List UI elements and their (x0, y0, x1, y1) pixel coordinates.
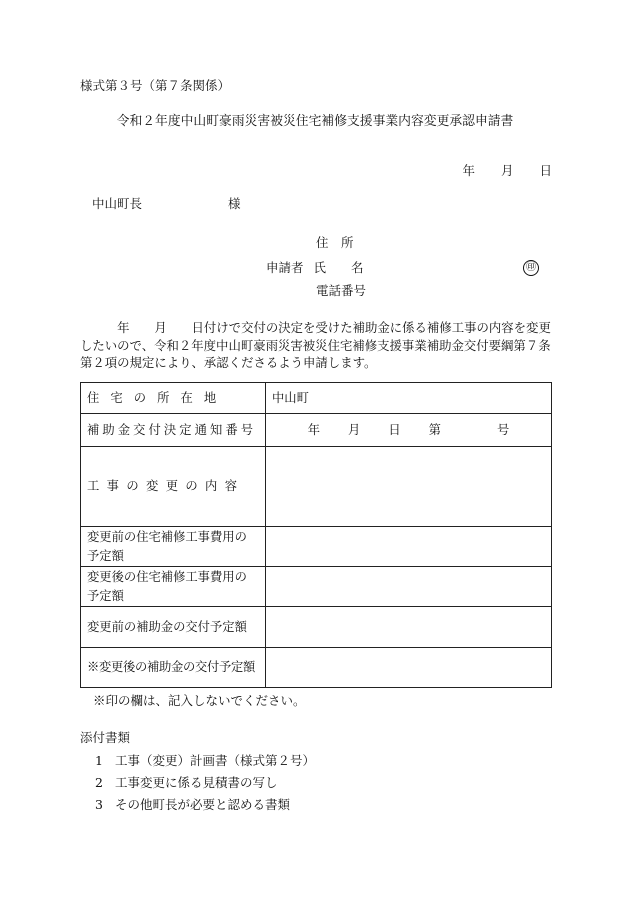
table-row (81, 567, 552, 607)
label-subsidy-after: ※変更後の補助金の交付予定額 (81, 648, 266, 688)
attachment-item: 2 工事変更に係る見積書の写し (95, 775, 278, 790)
notice-year-label: 年 (307, 422, 321, 437)
applicant-name-row (266, 262, 364, 275)
value-property-location[interactable]: 中山町 (266, 383, 552, 414)
label-cost-before: 変更前の住宅補修工事費用の 予定額 (81, 527, 266, 567)
notice-day-label: 日 (388, 422, 401, 437)
label-subsidy-before: 変更前の補助金の交付予定額 (81, 607, 266, 648)
table-row (81, 414, 552, 447)
date-month-label: 月 (500, 163, 514, 178)
table-row (81, 607, 552, 648)
notice-dai-label: 第 (428, 422, 441, 437)
table-row (81, 383, 552, 414)
table-row (81, 648, 552, 688)
value-subsidy-after (266, 648, 552, 688)
value-notice-number[interactable] (266, 414, 552, 447)
form-number: 様式第３号（第７条関係） (80, 78, 231, 93)
seal-mark: ㊞ (523, 260, 539, 276)
value-cost-before[interactable] (266, 527, 552, 567)
value-cost-after[interactable] (266, 567, 552, 607)
application-body-text: 年 月 日付けで交付の決定を受けた補助金に係る補修工事の内容を変更したいので、令和２年度中山町豪雨災害被災住宅補修支援事業補助金交付要綱第７条第２項の規定により、承認くださるよう申請します。 (80, 320, 551, 370)
application-date (462, 165, 552, 178)
notice-go-label: 号 (496, 422, 510, 437)
applicant-phone-label: 電話番号 (316, 283, 367, 298)
attachment-item: 3 その他町長が必要と認める書類 (95, 797, 291, 812)
date-year-label: 年 (462, 163, 475, 178)
addressee-honorific: 様 (228, 196, 241, 211)
label-change-details: 工事の変更の内容 (81, 447, 266, 527)
notice-month-label: 月 (348, 422, 361, 437)
label-cost-after: 変更後の住宅補修工事費用の 予定額 (81, 567, 266, 607)
addressee-name: 中山町長 (92, 196, 143, 211)
table-row (81, 527, 552, 567)
applicant-address-label: 住 所 (316, 235, 354, 250)
addressee (92, 198, 241, 211)
attachments-title: 添付書類 (80, 730, 131, 745)
applicant-label: 申請者 (266, 260, 304, 275)
value-change-details[interactable] (266, 447, 552, 527)
footnote: ※印の欄は、記入しないでください。 (93, 693, 306, 708)
value-subsidy-before[interactable] (266, 607, 552, 648)
document-title: 令和２年度中山町豪雨災害被災住宅補修支援事業内容変更承認申請書 (116, 114, 514, 129)
label-notice-number: 補助金交付決定通知番号 (81, 414, 266, 447)
attachment-item: 1 工事（変更）計画書（様式第２号） (95, 753, 316, 768)
date-day-label: 日 (539, 163, 552, 178)
applicant-name-label: 氏 名 (313, 260, 364, 275)
table-row (81, 447, 552, 527)
application-table (80, 382, 552, 688)
label-property-location: 住宅の所在地 (81, 383, 266, 414)
